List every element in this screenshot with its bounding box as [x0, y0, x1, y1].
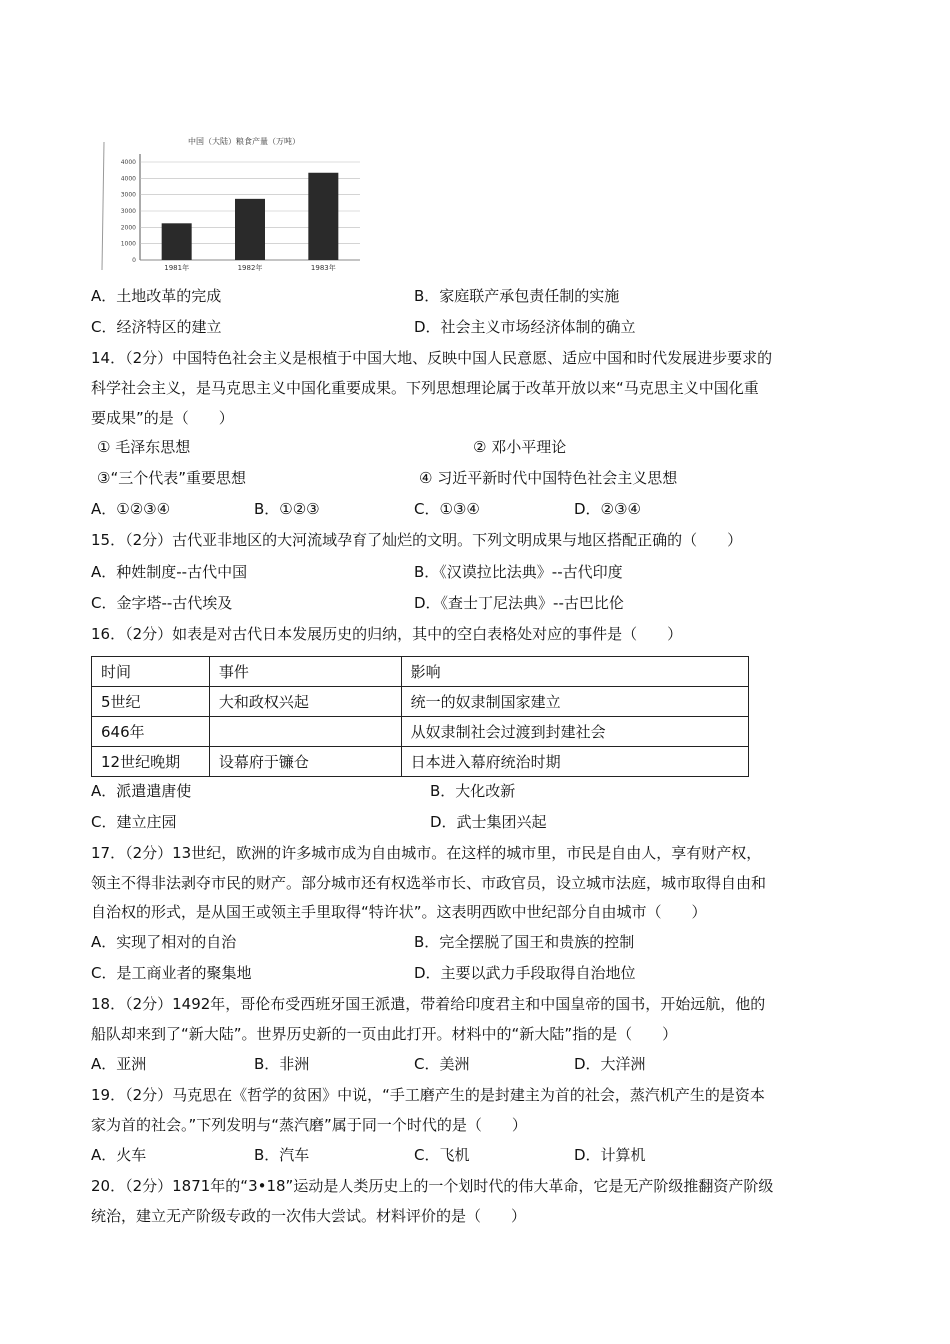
q17-option-b[interactable]: B．完全摆脱了国王和贵族的控制 [414, 933, 635, 951]
q14-stem-line-1: 14．（2分）中国特色社会主义是根植于中国大地、反映中国人民意愿、适应中国和时代发展进步要求的 [91, 349, 773, 367]
table-cell: 从奴隶制社会过渡到封建社会 [401, 717, 748, 747]
q13-option-b[interactable]: B．家庭联产承包责任制的实施 [414, 287, 620, 305]
table-cell: 日本进入幕府统治时期 [401, 747, 748, 777]
y-tick-label: 4000 [120, 159, 136, 166]
bar-1981年 [162, 223, 192, 260]
q14-item-4: ④ 习近平新时代中国特色社会主义思想 [419, 469, 678, 487]
q14-option-a[interactable]: A．①②③④ [91, 500, 171, 518]
q14-item-1: ① 毛泽东思想 [97, 438, 191, 456]
q18-option-d[interactable]: D．大洋洲 [574, 1055, 646, 1073]
q19-option-c[interactable]: C．飞机 [414, 1146, 470, 1164]
q20-stem-line-1: 20．（2分）1871年的“3•18”运动是人类历史上的一个划时代的伟大革命，它是无产阶级推翻资产阶级 [91, 1177, 774, 1195]
q13-option-a[interactable]: A．土地改革的完成 [91, 287, 222, 305]
x-tick-label: 1982年 [237, 264, 263, 272]
q16-option-c[interactable]: C．建立庄园 [91, 813, 177, 831]
table-cell: 统一的奴隶制国家建立 [401, 687, 748, 717]
y-tick-label: 4000 [120, 175, 136, 183]
bar-1982年 [235, 199, 265, 260]
q15-option-b[interactable]: B．《汉谟拉比法典》--古代印度 [414, 563, 623, 581]
x-tick-label: 1981年 [164, 264, 190, 272]
table-cell: 大和政权兴起 [209, 687, 401, 717]
y-tick-label: 0 [132, 257, 136, 264]
table-header-row [92, 657, 749, 687]
y-tick-label: 3000 [120, 208, 136, 215]
q19-option-b[interactable]: B．汽车 [254, 1146, 310, 1164]
table-cell: 646年 [92, 717, 210, 747]
q19-stem-line-1: 19．（2分）马克思在《哲学的贫困》中说，“手工磨产生的是封建主为首的社会，蒸汽机产生的是资本 [91, 1086, 765, 1104]
y-tick-label: 1000 [120, 240, 136, 248]
q15-option-a[interactable]: A．种姓制度--古代中国 [91, 563, 248, 581]
q17-option-a[interactable]: A．实现了相对的自治 [91, 933, 237, 951]
q16-option-a[interactable]: A．派遣遣唐使 [91, 782, 192, 800]
y-tick-label: 2000 [120, 224, 136, 232]
q18-stem-line-2: 船队却来到了“新大陆”。世界历史新的一页由此打开。材料中的“新大陆”指的是（ ） [91, 1025, 678, 1043]
q14-option-c[interactable]: C．①③④ [414, 500, 480, 518]
bar-1983年 [308, 173, 338, 260]
q17-stem-line-3: 自治权的形式，是从国王或领主手里取得“特许状”。这表明西欧中世纪部分自由城市（ ） [91, 903, 707, 921]
q16-option-b[interactable]: B．大化改新 [430, 782, 516, 800]
q18-stem-line-1: 18．（2分）1492年，哥伦布受西班牙国王派遣，带着给印度君主和中国皇帝的国书，开始远航，他的 [91, 995, 766, 1013]
table-cell: 5世纪 [92, 687, 210, 717]
q16-option-d[interactable]: D．武士集团兴起 [430, 813, 547, 831]
q15-option-c[interactable]: C．金字塔--古代埃及 [91, 594, 233, 612]
q14-stem-line-3: 要成果”的是（ ） [91, 409, 234, 427]
grain-output-bar-chart [96, 112, 366, 274]
table-cell: 12世纪晚期 [92, 747, 210, 777]
q19-option-d[interactable]: D．计算机 [574, 1146, 646, 1164]
q14-option-d[interactable]: D．②③④ [574, 500, 641, 518]
q14-stem-line-2: 科学社会主义，是马克思主义中国化重要成果。下列思想理论属于改革开放以来“马克思主义中国化重 [91, 379, 759, 397]
table-row [92, 747, 749, 777]
q13-option-c[interactable]: C．经济特区的建立 [91, 318, 222, 336]
table-header-event: 事件 [209, 657, 401, 687]
q14-option-b[interactable]: B．①②③ [254, 500, 320, 518]
q16-history-table [91, 656, 749, 777]
q14-item-3: ③“三个代表”重要思想 [97, 469, 246, 487]
x-tick-label: 1983年 [310, 264, 336, 272]
table-row [92, 687, 749, 717]
q15-option-d[interactable]: D．《查士丁尼法典》--古巴比伦 [414, 594, 624, 612]
q18-option-a[interactable]: A．亚洲 [91, 1055, 147, 1073]
table-header-time: 时间 [92, 657, 210, 687]
q18-option-b[interactable]: B．非洲 [254, 1055, 310, 1073]
q14-item-2: ② 邓小平理论 [473, 438, 567, 456]
table-row [92, 717, 749, 747]
q18-option-c[interactable]: C．美洲 [414, 1055, 470, 1073]
q17-option-c[interactable]: C．是工商业者的聚集地 [91, 964, 252, 982]
q15-stem: 15．（2分）古代亚非地区的大河流域孕育了灿烂的文明。下列文明成果与地区搭配正确的（ ） [91, 531, 743, 549]
q17-option-d[interactable]: D．主要以武力手段取得自治地位 [414, 964, 636, 982]
y-tick-label: 3000 [120, 191, 136, 199]
q19-option-a[interactable]: A．火车 [91, 1146, 147, 1164]
q16-stem: 16．（2分）如表是对古代日本发展历史的归纳，其中的空白表格处对应的事件是（ ） [91, 625, 683, 643]
q17-stem-line-1: 17．（2分）13世纪，欧洲的许多城市成为自由城市。在这样的城市里，市民是自由人，享有财产权， [91, 844, 762, 862]
q19-stem-line-2: 家为首的社会。”下列发明与“蒸汽磨”属于同一个时代的是（ ） [91, 1116, 527, 1134]
q13-option-d[interactable]: D．社会主义市场经济体制的确立 [414, 318, 636, 336]
table-cell-blank [209, 717, 401, 747]
table-header-impact: 影响 [401, 657, 748, 687]
table-cell: 设幕府于镰仓 [209, 747, 401, 777]
q20-stem-line-2: 统治，建立无产阶级专政的一次伟大尝试。材料评价的是（ ） [91, 1207, 527, 1225]
chart-title: 中国（大陆）粮食产量（万吨） [188, 137, 300, 146]
q17-stem-line-2: 领主不得非法剥夺市民的财产。部分城市还有权选举市长、市政官员，设立城市法庭，城市取得自由和 [91, 874, 767, 892]
